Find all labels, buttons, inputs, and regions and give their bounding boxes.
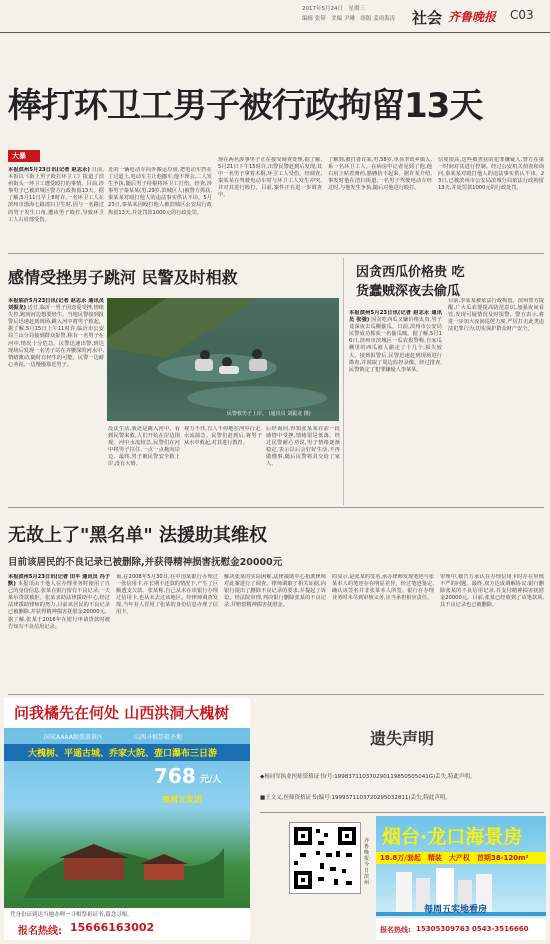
story4-col3: 解决张某的实际困难,法律援助中心指派律师对此案进行了调查。律师调取了相关证据,向银行提出了删除不良记录的要求,并提起了诉讼。经法院审理,判决银行删除张某的不良记录,并赔偿精神损害抚慰金。 [224, 574, 326, 609]
ad-sub2: 山西寻根祭祖圣地 [134, 734, 183, 741]
story3-title: 因贪西瓜价格贵 吃货蠢贼深夜去偷瓜 [356, 265, 465, 299]
header-editors: 编辑 张幂 美编 尹琳 组版 姜雨海涛 [302, 16, 396, 22]
re-ad-schedule: 每周五实地看房 [424, 905, 488, 915]
qr-label: 齐鲁晚报·今日滨州 [364, 838, 371, 886]
story4-col4: 的显示,是张某的签名,承办律师发现笔迹与张某本人的笔迹存在明显差异。经过笔迹鉴定,确认该签名并非张某本人所签。银行在办理业务时未尽到审核义务,应当承担相应责任。 [332, 574, 434, 602]
story4-col5: 审理中,被告方承认在办理信用卡时存在审核不严的问题。最终,双方达成调解协议:银行删除张某的不良信用记录,并支付精神损害抚慰金20000元。目前,张某已经收到了该笔款项,其不良记录也已被删除。 [440, 574, 544, 609]
story2-byline: 本报临沂5月23日讯(记者 赵志永 通讯员 刘振龙) [8, 298, 104, 312]
real-estate-ad[interactable] [376, 816, 546, 940]
ad-price-unit: 元/人 [200, 775, 222, 785]
qr-code-icon [290, 823, 360, 893]
story1-byline: 本报滨州5月23日讯(记者 赵志永) [8, 167, 90, 173]
story1-col4: 了解到,被打者许某,男,58岁,单县李田乡镇人,系一名环卫工人。在病房中记者见到了他,他右肩上贴着膏药,胳膊抬不起来。据许某介绍,事发时他在清扫街道,一名男子驾驶电动车经过时,与他发生争执,随后对他进行殴打。 [328, 157, 432, 192]
river-rescue-scene-icon [107, 298, 339, 421]
ad-bottom-note: 凭身份证到达当地办理一寻根祭祖证书,留念寻根。 [10, 912, 133, 918]
story2-photo [107, 298, 339, 421]
ad-headline: 问我橘先在何处 山西洪洞大槐树 [14, 704, 230, 722]
header-date: 2017年5月24日 星期三 [302, 6, 365, 12]
re-ad-title: 烟台·龙口海景房 [382, 826, 523, 848]
re-ad-prices: 18.8万/套起 精装 大产权 首期38-120m² [380, 854, 529, 862]
story4-byline: 本报滨州5月23日讯(记者 田平 通讯员 冯子默) [8, 574, 110, 588]
story2-col1 [8, 298, 104, 502]
story4-title: 无故上了"黑名单" 法援助其维权 [8, 525, 268, 546]
ad-price: 768 [154, 764, 196, 788]
story4-subtitle: 目前该居民的不良记录已被删除,并获得精神损害抚慰金20000元 [8, 557, 283, 568]
story3-bottom-rule [8, 507, 544, 508]
re-ad-phone: 15305309763 0543-3516660 [416, 925, 529, 933]
lost-notice-rule [260, 812, 544, 813]
qr-code[interactable] [289, 822, 361, 894]
story2-body: 近日,临沂一男子因恋爱受挫,情绪失控,跑到河边想要轻生。当地民警接到报警后迅速赶到现场,跳入河中将男子救起。据了解,5月15日上午11时许,临沂市公安局兰山分局接到群众报警,称有一名男子在河中,情况十分危急。民警迅速出警,到达现场后发现一名男子站在齐腰深的河水中,情绪激动,随时有轻生的可能。民警一边耐心劝说,一边慢慢靠近男子。 [8, 305, 104, 368]
tourism-ad[interactable] [4, 698, 250, 940]
story2-title: 感情受挫男子跳河 民警及时相救 [8, 268, 238, 287]
story2-col2: 没法生活,我还是跳入河中。看到民警来救,人们开始在岸边围观。河中水流较急,民警们在河中将男子拉住,一点一点拖向岸边。最终,男子被民警安全救上岸,没有大碍。 [108, 426, 180, 468]
story1-bottom-rule [8, 253, 544, 254]
temple-scene-icon [24, 808, 224, 898]
lost-notice-item1: ◆杨同军执业医师资格证书(号:199837110370290119850505041G)丢失,特此声明。 [260, 774, 476, 780]
story1-col3: 现在两名涉事男子正在接受调查处理,据了解,5月21日下午15时许,出警民警赶到后发现,其中一名男子拿着木棍,环卫工人受伤。经调查,秦某某在驾驶电动车时与环卫工人发生冲突,并对其进行殴打。目前,案件正在进一步调查中。 [218, 157, 322, 199]
story1-col5: 信度很高,这些被查获的犯罪嫌疑人,警方在第一时间对其进行控制。经过公安机关侦查和询问,秦某某对殴打他人的违法事实供认不讳。23日,已被滨州市公安局滨城分局依法行政拘留13天,并处罚款1000元的行政处罚。 [438, 157, 544, 192]
story4-col1 [8, 574, 110, 690]
page-number: C03 [510, 8, 534, 22]
ad-departure: 每周五发团 [162, 795, 202, 804]
story4-col2: 询,在2008年5月30日,在中国某银行办理过一张信用卡,在长期不还款的情况下,产生了巨额透支欠款。张某称,自己从未在该银行办理过信用卡,也从未去过该地区。经律师调查发现,当年有人冒用了张某的身份信息办理了信用卡。 [116, 574, 218, 616]
story3-col1 [349, 310, 442, 502]
section-title: 社会 [412, 9, 443, 27]
story3-body: 因贪吃西瓜又嫌价格太贵,男子竟深夜去瓜棚偷瓜。日前,滨州市公安局民警成功抓获一名偷瓜贼。据了解,5月16日,滨州市滨城区一瓜农报警称,自家瓜棚里的西瓜被人偷走了十几个,损失较大。接到报警后,民警迅速赶到现场进行勘查,并调取了周边监控录像。经过排查,民警锁定了犯罪嫌疑人李某某。 [349, 317, 442, 373]
story2-photo-caption: 民警救男子上岸。 (通讯员 刘振龙 摄) [227, 411, 311, 417]
re-ad-phone-label: 报名热线: [380, 926, 411, 934]
brand-logo: 齐鲁晚报 [448, 10, 497, 24]
story2-col3: 视力不佳,有人不停地在河中行走,水流湍急。民警们赶到后,将男子从水中救起,对其进行教育。 [184, 426, 262, 447]
story1-title: 棒打环卫工男子被行政拘留13天 [8, 86, 483, 126]
header-rule [0, 32, 550, 33]
ad-phone: 15666163002 [70, 921, 155, 934]
story1-col2: 近的一辆电动车向外搬运垃圾,把电动车挡在了过道上,电动车主让他挪车,他不理会,二人发生争执,随后男子持棍将环卫工打伤。经查,涉事男子秦某某(男,29岁,滨城区人)被警方抓获,秦某某对殴打他人的违法事实供认不讳。5月23日,秦某某因殴打他人被滨城区公安局行政拘留13天,并处罚款1000元的行政处罚。 [108, 167, 212, 216]
story1-col1 [8, 167, 104, 249]
story1-kicker-text: 大暴 [12, 152, 26, 160]
story2-col4: 后经询问,得知张某某在前一段感情中受挫,情绪很是低落。经过民警耐心劝说,男子情绪逐渐稳定,表示以后会好好生活,不再做傻事,随后民警将其交给了家人。 [266, 426, 340, 468]
lost-notice-item2: ■王文义,医师资格证书(编号:1999371103720295032811)丢失,特此声明。 [260, 795, 451, 801]
story1-col1-text: 日前,本报以《街上男子殴打环卫工》报道了滨州街头一环卫工遭受殴打的事情。目前,涉事男子已被滨城区警方行政拘留13天。据了解,5月11日早上8时许,一名环卫工人在滨州市渤海七路清扫卫生时,因与一名路过的男子发生口角,遭该男子殴打,导致环卫工人右肩部受伤。 [8, 167, 104, 223]
lost-notice-title: 遗失声明 [370, 729, 435, 748]
story3-byline: 本报滨州5月23日讯(记者 赵志永 通讯员 张强) [349, 310, 442, 324]
ad-route: 大槐树、平遥古城、乔家大院、壶口瀑布三日游 [28, 749, 218, 759]
story4-bottom-rule [8, 694, 544, 695]
ad-sub1: 国家AAAA级旅游景区 [44, 734, 103, 741]
page-header [0, 0, 550, 34]
story3-divider [343, 258, 344, 505]
story3-col2: 目前,李某某被依法行政拘留。滨州警方提醒,广大瓜农要提高防范意识,加强夜间看管,发现可疑情况及时报警。警方表示,将进一步加大夜间巡逻力度,严厉打击此类违法犯罪行为,切实保护群众财产安全。 [448, 298, 544, 333]
story4-col1-text: 本报讯由于他人在办理业务时使用了自己的身份信息,张某在银行留有不良记录,一夫莱尔贷款被拒。张某求助法律援助中心,经过法律援助律师的努力,目前该居民的不良记录已被删除,并获得精神损害抚慰金20000元。据了解,张某于2016年在银行申请贷款时被告知有不良信用记录。 [8, 581, 110, 630]
ad-phone-label: 报名热线: [18, 926, 62, 937]
